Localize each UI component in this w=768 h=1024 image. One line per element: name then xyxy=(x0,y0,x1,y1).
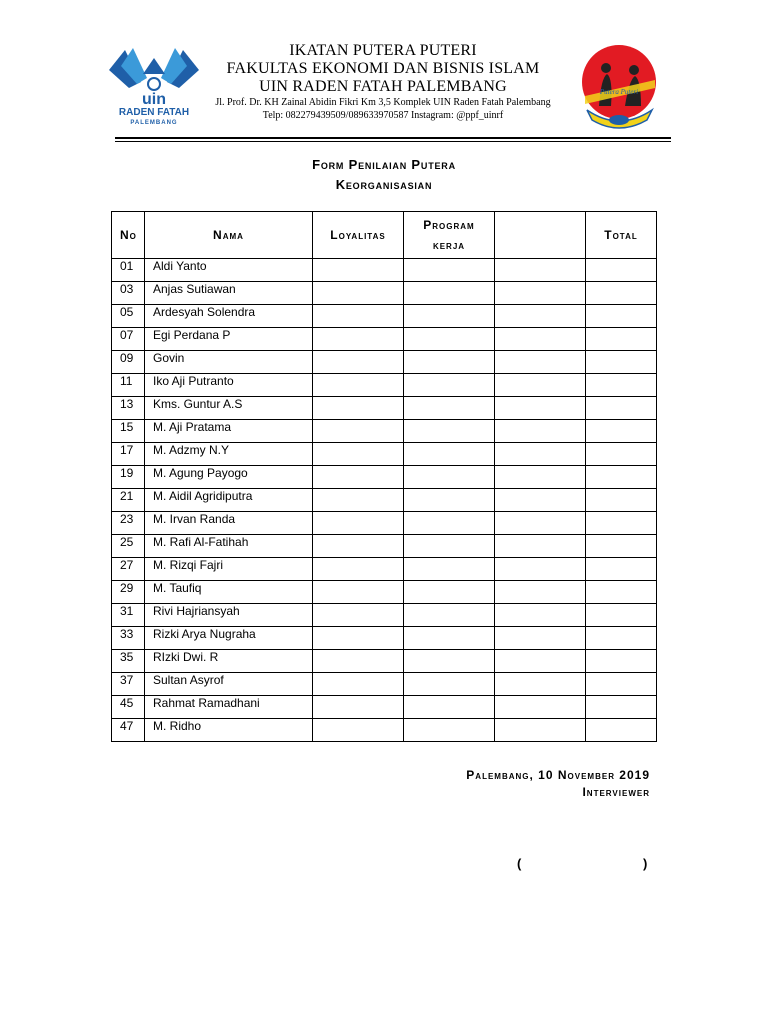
table-row xyxy=(112,328,657,351)
row-no: 45 xyxy=(112,696,145,719)
row-loyalitas-cell xyxy=(313,558,404,581)
row-total-cell xyxy=(586,282,657,305)
row-no: 47 xyxy=(112,719,145,742)
row-total-cell xyxy=(586,650,657,673)
form-title-line2: Keorganisasian xyxy=(335,177,433,192)
row-nama: Iko Aji Putranto xyxy=(145,374,313,397)
row-blank-cell xyxy=(495,581,586,604)
table-row xyxy=(112,627,657,650)
row-total-cell xyxy=(586,328,657,351)
row-blank-cell xyxy=(495,374,586,397)
row-total-cell xyxy=(586,581,657,604)
row-loyalitas-cell xyxy=(313,351,404,374)
table-row xyxy=(112,489,657,512)
header-no: No xyxy=(112,212,145,259)
row-blank-cell xyxy=(495,627,586,650)
row-program-kerja-cell xyxy=(404,696,495,719)
signature-block xyxy=(466,767,650,801)
row-blank-cell xyxy=(495,328,586,351)
row-loyalitas-cell xyxy=(313,627,404,650)
row-program-kerja-cell xyxy=(404,397,495,420)
row-nama: M. Irvan Randa xyxy=(145,512,313,535)
row-loyalitas-cell xyxy=(313,328,404,351)
row-no: 37 xyxy=(112,673,145,696)
row-blank-cell xyxy=(495,719,586,742)
table-row xyxy=(112,443,657,466)
row-loyalitas-cell xyxy=(313,696,404,719)
place-date: Palembang, 10 November 2019 xyxy=(466,768,650,782)
table-row xyxy=(112,374,657,397)
uin-logo-text: uin xyxy=(142,91,166,108)
row-loyalitas-cell xyxy=(313,673,404,696)
row-loyalitas-cell xyxy=(313,259,404,282)
row-total-cell xyxy=(586,558,657,581)
row-no: 35 xyxy=(112,650,145,673)
row-loyalitas-cell xyxy=(313,466,404,489)
row-blank-cell xyxy=(495,696,586,719)
header-total: Total xyxy=(586,212,657,259)
row-nama: M. Rafi Al-Fatihah xyxy=(145,535,313,558)
header-blank xyxy=(495,212,586,259)
header-program-kerja xyxy=(404,212,495,259)
row-blank-cell xyxy=(495,512,586,535)
row-no: 23 xyxy=(112,512,145,535)
table-row xyxy=(112,397,657,420)
row-nama: Ardesyah Solendra xyxy=(145,305,313,328)
form-title xyxy=(0,155,768,195)
row-program-kerja-cell xyxy=(404,673,495,696)
row-nama: RIzki Dwi. R xyxy=(145,650,313,673)
row-total-cell xyxy=(586,627,657,650)
row-total-cell xyxy=(586,719,657,742)
row-total-cell xyxy=(586,489,657,512)
row-program-kerja-cell xyxy=(404,535,495,558)
row-nama: Anjas Sutiawan xyxy=(145,282,313,305)
row-program-kerja-cell xyxy=(404,374,495,397)
org-name: IKATAN PUTERA PUTERI xyxy=(289,42,477,59)
row-blank-cell xyxy=(495,443,586,466)
row-nama: Rivi Hajriansyah xyxy=(145,604,313,627)
row-total-cell xyxy=(586,420,657,443)
table-row xyxy=(112,650,657,673)
row-total-cell xyxy=(586,259,657,282)
row-program-kerja-cell xyxy=(404,466,495,489)
letterhead xyxy=(200,42,566,122)
row-total-cell xyxy=(586,673,657,696)
row-no: 01 xyxy=(112,259,145,282)
row-nama: Aldi Yanto xyxy=(145,259,313,282)
row-program-kerja-cell xyxy=(404,512,495,535)
header-nama: Nama xyxy=(145,212,313,259)
uin-logo-city: PALEMBANG xyxy=(130,120,178,126)
row-program-kerja-cell xyxy=(404,650,495,673)
row-blank-cell xyxy=(495,282,586,305)
row-program-kerja-cell xyxy=(404,259,495,282)
row-total-cell xyxy=(586,466,657,489)
row-nama: M. Adzmy N.Y xyxy=(145,443,313,466)
header-loyalitas: Loyalitas xyxy=(313,212,404,259)
table-row xyxy=(112,351,657,374)
row-nama: Rahmat Ramadhani xyxy=(145,696,313,719)
row-total-cell xyxy=(586,443,657,466)
row-blank-cell xyxy=(495,535,586,558)
row-total-cell xyxy=(586,512,657,535)
row-nama: M. Aji Pratama xyxy=(145,420,313,443)
table-row xyxy=(112,673,657,696)
row-total-cell xyxy=(586,305,657,328)
form-title-line1: Form Penilaian Putera xyxy=(312,157,456,172)
row-no: 13 xyxy=(112,397,145,420)
row-program-kerja-cell xyxy=(404,627,495,650)
address: Jl. Prof. Dr. KH Zainal Abidin Fikri Km 3,5 Komplek UIN Raden Fatah Palembang xyxy=(215,97,551,108)
uin-logo-name: RADEN FATAH xyxy=(118,107,190,118)
table-row xyxy=(112,512,657,535)
row-blank-cell xyxy=(495,351,586,374)
row-blank-cell xyxy=(495,650,586,673)
row-program-kerja-cell xyxy=(404,351,495,374)
table-row xyxy=(112,558,657,581)
row-total-cell xyxy=(586,374,657,397)
row-loyalitas-cell xyxy=(313,512,404,535)
table-row xyxy=(112,719,657,742)
row-loyalitas-cell xyxy=(313,650,404,673)
row-blank-cell xyxy=(495,558,586,581)
row-no: 17 xyxy=(112,443,145,466)
row-no: 33 xyxy=(112,627,145,650)
row-total-cell xyxy=(586,397,657,420)
row-nama: M. Ridho xyxy=(145,719,313,742)
row-nama: M. Aidil Agridiputra xyxy=(145,489,313,512)
row-loyalitas-cell xyxy=(313,535,404,558)
table-row xyxy=(112,604,657,627)
table-row xyxy=(112,581,657,604)
row-no: 15 xyxy=(112,420,145,443)
row-loyalitas-cell xyxy=(313,282,404,305)
signature-close-paren: ) xyxy=(643,856,648,871)
row-program-kerja-cell xyxy=(404,719,495,742)
table-header-row xyxy=(112,212,657,259)
row-loyalitas-cell xyxy=(313,397,404,420)
table-row xyxy=(112,305,657,328)
row-loyalitas-cell xyxy=(313,374,404,397)
table-row xyxy=(112,259,657,282)
row-loyalitas-cell xyxy=(313,719,404,742)
table-row xyxy=(112,696,657,719)
interviewer-label: Interviewer xyxy=(582,785,650,799)
row-program-kerja-cell xyxy=(404,443,495,466)
row-blank-cell xyxy=(495,673,586,696)
row-program-kerja-cell xyxy=(404,305,495,328)
row-no: 25 xyxy=(112,535,145,558)
row-blank-cell xyxy=(495,604,586,627)
university-name: UIN RADEN FATAH PALEMBANG xyxy=(259,78,507,95)
row-program-kerja-cell xyxy=(404,328,495,351)
row-loyalitas-cell xyxy=(313,581,404,604)
row-no: 07 xyxy=(112,328,145,351)
row-blank-cell xyxy=(495,489,586,512)
row-loyalitas-cell xyxy=(313,604,404,627)
putera-puteri-logo xyxy=(577,44,662,130)
row-blank-cell xyxy=(495,305,586,328)
row-nama: Egi Perdana P xyxy=(145,328,313,351)
faculty-name: FAKULTAS EKONOMI DAN BISNIS ISLAM xyxy=(226,60,540,77)
table-row xyxy=(112,466,657,489)
row-nama: M. Rizqi Fajri xyxy=(145,558,313,581)
signature-open-paren: ( xyxy=(517,856,522,871)
row-no: 29 xyxy=(112,581,145,604)
row-no: 27 xyxy=(112,558,145,581)
row-no: 21 xyxy=(112,489,145,512)
assessment-table xyxy=(111,211,657,742)
row-no: 11 xyxy=(112,374,145,397)
putera-puteri-logo-text: Putera Puteri xyxy=(599,88,639,96)
row-blank-cell xyxy=(495,259,586,282)
header-kerja: kerja xyxy=(432,238,466,252)
row-nama: Kms. Guntur A.S xyxy=(145,397,313,420)
row-program-kerja-cell xyxy=(404,558,495,581)
row-no: 03 xyxy=(112,282,145,305)
table-row xyxy=(112,535,657,558)
row-no: 19 xyxy=(112,466,145,489)
row-nama: Govin xyxy=(145,351,313,374)
row-total-cell xyxy=(586,535,657,558)
row-no: 31 xyxy=(112,604,145,627)
uin-logo xyxy=(107,44,201,126)
row-program-kerja-cell xyxy=(404,604,495,627)
row-loyalitas-cell xyxy=(313,420,404,443)
row-blank-cell xyxy=(495,420,586,443)
row-nama: M. Taufiq xyxy=(145,581,313,604)
table-row xyxy=(112,420,657,443)
header-divider-thin xyxy=(115,141,671,142)
row-program-kerja-cell xyxy=(404,581,495,604)
row-program-kerja-cell xyxy=(404,420,495,443)
header-divider xyxy=(115,137,671,139)
row-loyalitas-cell xyxy=(313,305,404,328)
row-blank-cell xyxy=(495,397,586,420)
header-program: Program xyxy=(423,218,475,232)
row-nama: M. Agung Payogo xyxy=(145,466,313,489)
row-total-cell xyxy=(586,604,657,627)
row-no: 05 xyxy=(112,305,145,328)
row-blank-cell xyxy=(495,466,586,489)
table-row xyxy=(112,282,657,305)
row-total-cell xyxy=(586,351,657,374)
row-program-kerja-cell xyxy=(404,282,495,305)
row-loyalitas-cell xyxy=(313,443,404,466)
contact-info: Telp: 082279439509/089633970587 Instagram: @ppf_uinrf xyxy=(262,110,504,121)
row-nama: Rizki Arya Nugraha xyxy=(145,627,313,650)
row-total-cell xyxy=(586,696,657,719)
row-program-kerja-cell xyxy=(404,489,495,512)
row-no: 09 xyxy=(112,351,145,374)
row-nama: Sultan Asyrof xyxy=(145,673,313,696)
row-loyalitas-cell xyxy=(313,489,404,512)
